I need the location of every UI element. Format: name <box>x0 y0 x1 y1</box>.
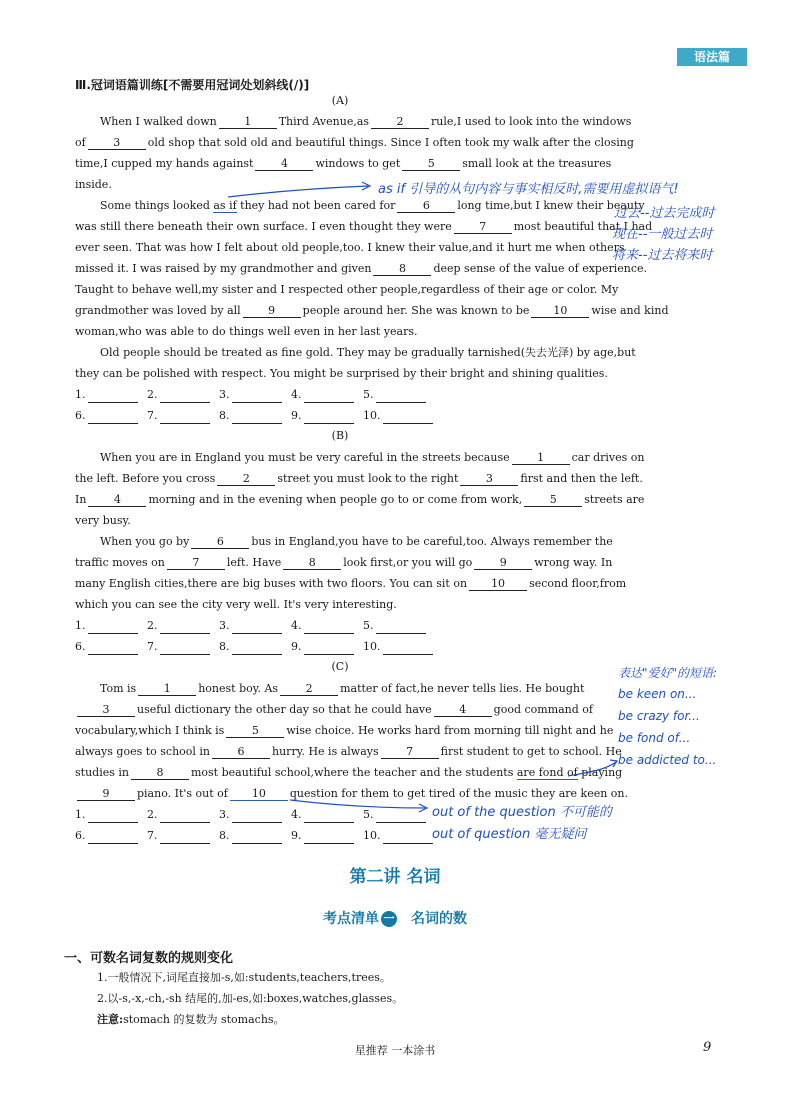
rule-note: 注意:stomach 的复数为 stomachs。 <box>97 1013 285 1026</box>
blank: 1 <box>512 451 570 465</box>
section-tag: 语法篇 <box>677 48 747 66</box>
passage-c-line: studies in 8 most beautiful school,where the teacher and the students are fond of playing <box>75 766 623 779</box>
blank: 4 <box>434 703 492 717</box>
passage-a-line: was still there beneath their own surface. I even thought they were 7 most beautiful that I had <box>75 220 653 233</box>
passage-b-line: the left. Before you cross 2 street you must look to the right 3 first and then the left. <box>75 472 643 485</box>
blank: 2 <box>217 472 275 486</box>
answer-row: 6. 7. 8. 9. 10. <box>75 408 435 424</box>
passage-c-line: vocabulary,which I think is 5 wise choice. He works hard from morning till night and he <box>75 724 614 737</box>
passage-c-line: Tom is 1 honest boy. As 2 matter of fact,he never tells lies. He bought <box>100 682 585 695</box>
answer-row: 1. 2. 3. 4. 5. <box>75 618 435 634</box>
passage-a-line: they can be polished with respect. You might be surprised by their bright and shining qualities. <box>75 367 608 380</box>
blank: 8 <box>131 766 189 780</box>
blank: 7 <box>167 556 225 570</box>
blank: 3 <box>88 136 146 150</box>
passage-a-line: Taught to behave well,my sister and I respected other people,regardless of their age or color. My <box>75 283 619 296</box>
passage-b-line: very busy. <box>75 514 131 527</box>
passage-a-line: grandmother was loved by all 9 people around her. She was known to be 10 wise and kind <box>75 304 669 317</box>
blank: 9 <box>243 304 301 318</box>
passage-b-line: many English cities,there are big buses with two floors. You can sit on 10 second floor,from <box>75 577 627 590</box>
blank: 9 <box>474 556 532 570</box>
lecture-title: 第二讲 名词 <box>349 867 441 887</box>
note-tense-2: 现在--一般过去时 <box>612 227 713 242</box>
blank: 3 <box>77 703 135 717</box>
point-title: 考点清单 一 名词的数 <box>323 911 467 927</box>
blank: 5 <box>524 493 582 507</box>
blank: 6 <box>191 535 249 549</box>
blank: 10 <box>531 304 589 318</box>
rule-item: 2.以-s,-x,-ch,-sh 结尾的,加-es,如:boxes,watches,glasses。 <box>97 992 404 1005</box>
blank: 2 <box>280 682 338 696</box>
blank: 4 <box>88 493 146 507</box>
passage-b-line: When you go by 6 bus in England,you have to be careful,too. Always remember the <box>100 535 613 548</box>
note-hobby-1: be keen on... <box>618 687 697 701</box>
passage-a-line: woman,who was able to do things well even in her last years. <box>75 325 418 338</box>
note-hobby-3: be fond of... <box>618 731 691 745</box>
passage-a-line: Old people should be treated as fine gold. They may be gradually tarnished(失去光泽) by age,but <box>100 346 636 359</box>
page-number: 9 <box>703 1040 712 1055</box>
blank: 7 <box>454 220 512 234</box>
blank: 7 <box>381 745 439 759</box>
passage-a-line: ever seen. That was how I felt about old people,too. I knew their value,and it hurt me when others <box>75 241 625 254</box>
blank: 8 <box>283 556 341 570</box>
passage-c-line: always goes to school in 6 hurry. He is always 7 first student to get to school. He <box>75 745 622 758</box>
blank: 2 <box>371 115 429 129</box>
answer-row: 6. 7. 8. 9. 10. <box>75 639 435 655</box>
note-question-1: out of the question 不可能的 <box>432 805 612 820</box>
blank: 5 <box>402 157 460 171</box>
blank: 1 <box>138 682 196 696</box>
passage-c-label: (C) <box>331 660 349 673</box>
underlined-are-fond-of: are fond of <box>516 766 578 779</box>
answer-row: 6. 7. 8. 9. 10. <box>75 828 435 844</box>
passage-b-line: traffic moves on 7 left. Have 8 look first,or you will go 9 wrong way. In <box>75 556 613 569</box>
blank: 3 <box>460 472 518 486</box>
passage-a-line: Some things looked as if they had not been cared for 6 long time,but I knew their beauty <box>100 199 645 212</box>
blank: 6 <box>397 199 455 213</box>
footer: 星推荐 一本涂书 <box>354 1044 436 1057</box>
blank: 4 <box>255 157 313 171</box>
note-tense-1: 过去--过去完成时 <box>614 206 715 221</box>
note-hobby-4: be addicted to... <box>618 753 717 767</box>
rule-item: 1.一般情况下,词尾直接加-s,如:students,teachers,trees。 <box>97 971 391 984</box>
passage-b-line: In 4 morning and in the evening when people go to or come from work, 5 streets are <box>75 493 645 506</box>
passage-c-line: 9 piano. It's out of 10 question for them to get tired of the music they are keen on. <box>75 786 628 802</box>
blank: 6 <box>212 745 270 759</box>
blank: 1 <box>219 115 277 129</box>
passage-b-line: When you are in England you must be very careful in the streets because 1 car drives on <box>100 451 645 464</box>
blank: 9 <box>77 787 135 801</box>
passage-c-line: 3 useful dictionary the other day so that he could have 4 good command of <box>75 702 593 718</box>
answer-row: 1. 2. 3. 4. 5. <box>75 807 435 823</box>
note-hobby-title: 表达"爱好"的短语: <box>618 666 718 680</box>
answer-row: 1. 2. 3. 4. 5. <box>75 387 435 403</box>
passage-a-line: When I walked down 1 Third Avenue,as 2 rule,I used to look into the windows <box>100 115 632 128</box>
passage-a-label: (A) <box>331 94 349 107</box>
note-hobby-2: be crazy for... <box>618 709 700 723</box>
note-as-if: as if 引导的从句内容与事实相反时,需要用虚拟语气! <box>378 182 679 197</box>
passage-a-line: inside. <box>75 178 112 191</box>
blank: 5 <box>226 724 284 738</box>
note-question-2: out of question 毫无疑问 <box>432 827 587 842</box>
underlined-as-if: as if <box>213 199 237 212</box>
passage-a-line: of 3 old shop that sold old and beautiful things. Since I often took my walk after the closing <box>75 136 634 149</box>
passage-a-line: missed it. I was raised by my grandmother and given 8 deep sense of the value of experience. <box>75 262 648 275</box>
rule-heading: 一、可数名词复数的规则变化 <box>64 951 234 966</box>
note-tense-3: 将来--过去将来时 <box>612 248 713 263</box>
blank: 10 <box>230 787 288 801</box>
blank: 8 <box>373 262 431 276</box>
passage-a-line: time,I cupped my hands against 4 windows to get 5 small look at the treasures <box>75 157 612 170</box>
blank: 10 <box>469 577 527 591</box>
exercise-title: Ⅲ.冠词语篇训练[不需要用冠词处划斜线(/)] <box>75 78 310 92</box>
passage-b-line: which you can see the city very well. It's very interesting. <box>75 598 397 611</box>
passage-b-label: (B) <box>331 429 349 442</box>
